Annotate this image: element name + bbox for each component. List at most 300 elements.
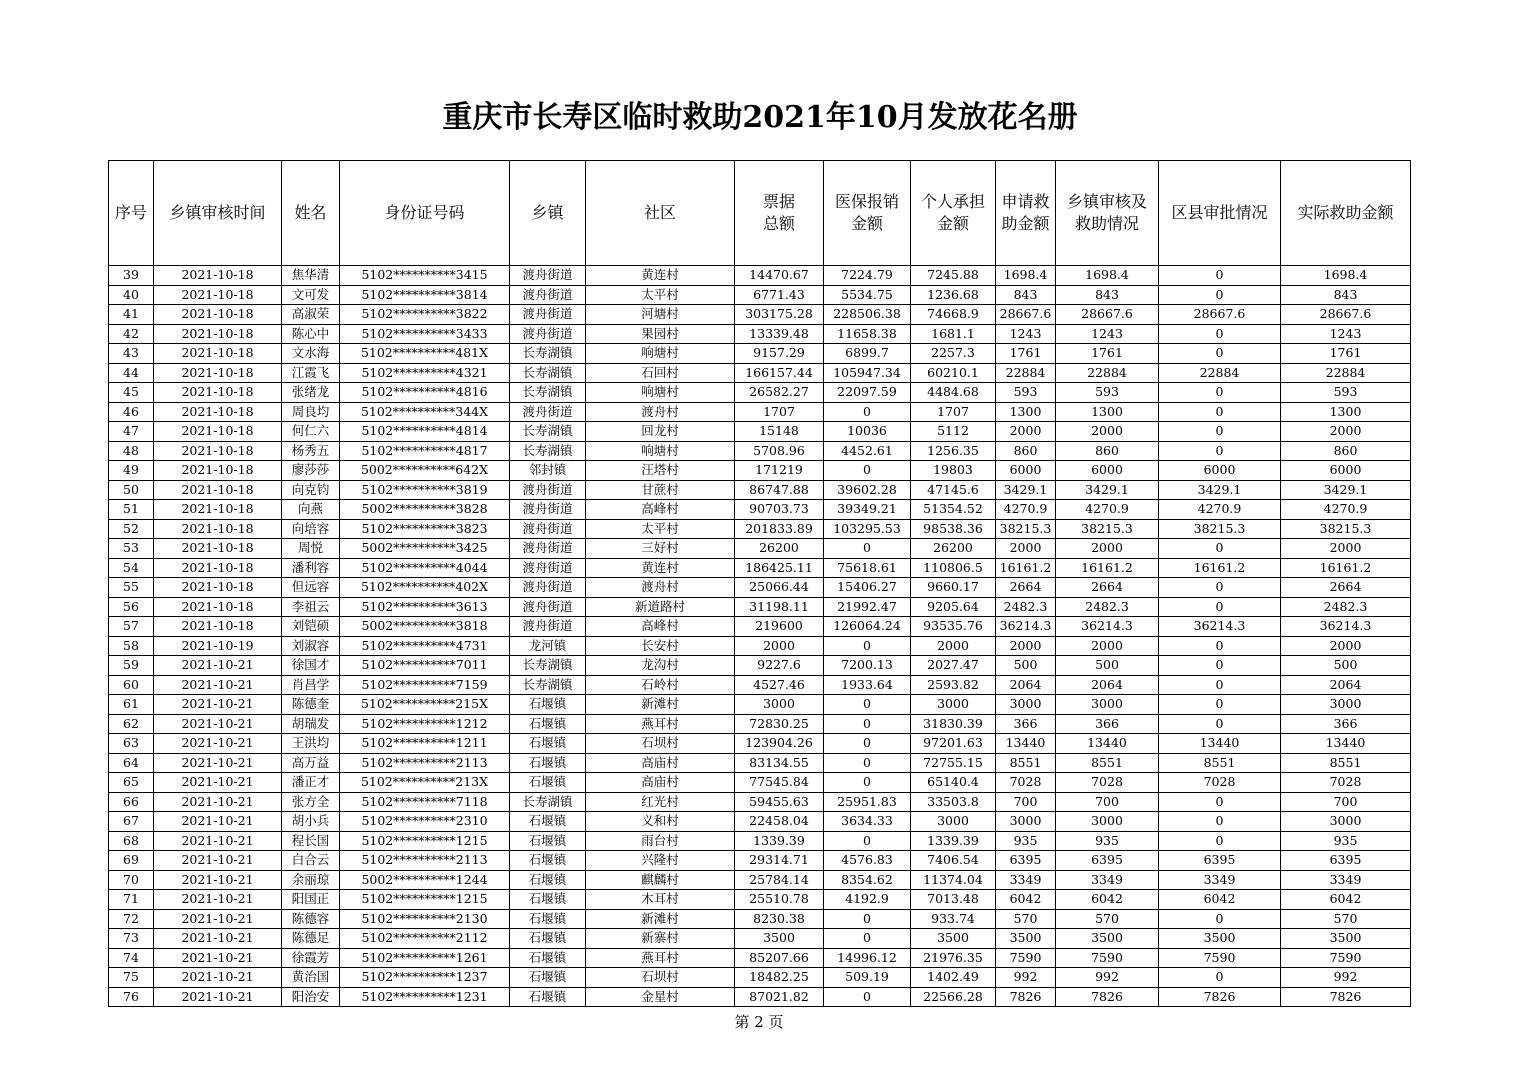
cell-review-date: 2021-10-18 bbox=[154, 324, 282, 344]
cell-insurance-reimbursed: 22097.59 bbox=[824, 383, 911, 403]
cell-district-approval: 16161.2 bbox=[1159, 558, 1281, 578]
cell-actual-amount: 2000 bbox=[1281, 422, 1411, 442]
header-name: 姓名 bbox=[282, 161, 340, 266]
cell-town: 长寿湖镇 bbox=[510, 422, 586, 442]
cell-insurance-reimbursed: 0 bbox=[824, 402, 911, 422]
cell-id-number: 5102**********344X bbox=[340, 402, 510, 422]
cell-actual-amount: 6395 bbox=[1281, 851, 1411, 871]
cell-actual-amount: 1300 bbox=[1281, 402, 1411, 422]
cell-insurance-reimbursed: 7224.79 bbox=[824, 266, 911, 286]
header-actual-amount: 实际救助金额 bbox=[1281, 161, 1411, 266]
cell-seq: 59 bbox=[109, 656, 154, 676]
cell-personal-burden: 60210.1 bbox=[911, 363, 996, 383]
cell-review-date: 2021-10-21 bbox=[154, 851, 282, 871]
cell-personal-burden: 33503.8 bbox=[911, 792, 996, 812]
cell-applied-amount: 2482.3 bbox=[996, 597, 1056, 617]
cell-district-approval: 3349 bbox=[1159, 870, 1281, 890]
table-body bbox=[109, 266, 1411, 1007]
table-row bbox=[109, 753, 1411, 773]
cell-personal-burden: 9660.17 bbox=[911, 578, 996, 598]
table-row bbox=[109, 383, 1411, 403]
cell-town: 渡舟街道 bbox=[510, 402, 586, 422]
cell-applied-amount: 28667.6 bbox=[996, 305, 1056, 325]
cell-id-number: 5102**********1215 bbox=[340, 831, 510, 851]
cell-community: 响塘村 bbox=[586, 344, 735, 364]
cell-seq: 42 bbox=[109, 324, 154, 344]
table-row bbox=[109, 695, 1411, 715]
cell-district-approval: 0 bbox=[1159, 831, 1281, 851]
cell-name: 阳国正 bbox=[282, 890, 340, 910]
cell-seq: 74 bbox=[109, 948, 154, 968]
cell-insurance-reimbursed: 105947.34 bbox=[824, 363, 911, 383]
cell-review-date: 2021-10-18 bbox=[154, 305, 282, 325]
cell-personal-burden: 7013.48 bbox=[911, 890, 996, 910]
cell-applied-amount: 570 bbox=[996, 909, 1056, 929]
cell-applied-amount: 3000 bbox=[996, 812, 1056, 832]
cell-district-approval: 6000 bbox=[1159, 461, 1281, 481]
cell-town-review: 6042 bbox=[1056, 890, 1159, 910]
cell-town: 渡舟街道 bbox=[510, 305, 586, 325]
cell-actual-amount: 593 bbox=[1281, 383, 1411, 403]
cell-town: 石堰镇 bbox=[510, 695, 586, 715]
header-seq: 序号 bbox=[109, 161, 154, 266]
cell-bill-total: 87021.82 bbox=[735, 987, 824, 1007]
cell-community: 麒麟村 bbox=[586, 870, 735, 890]
cell-district-approval: 0 bbox=[1159, 792, 1281, 812]
cell-personal-burden: 21976.35 bbox=[911, 948, 996, 968]
cell-applied-amount: 3429.1 bbox=[996, 480, 1056, 500]
cell-applied-amount: 36214.3 bbox=[996, 617, 1056, 637]
cell-insurance-reimbursed: 75618.61 bbox=[824, 558, 911, 578]
cell-id-number: 5102**********2310 bbox=[340, 812, 510, 832]
cell-name: 程长国 bbox=[282, 831, 340, 851]
cell-actual-amount: 3349 bbox=[1281, 870, 1411, 890]
cell-id-number: 5102**********7011 bbox=[340, 656, 510, 676]
cell-district-approval: 0 bbox=[1159, 285, 1281, 305]
cell-id-number: 5102**********4044 bbox=[340, 558, 510, 578]
cell-applied-amount: 13440 bbox=[996, 734, 1056, 754]
cell-actual-amount: 4270.9 bbox=[1281, 500, 1411, 520]
cell-town: 龙河镇 bbox=[510, 636, 586, 656]
cell-bill-total: 4527.46 bbox=[735, 675, 824, 695]
cell-district-approval: 13440 bbox=[1159, 734, 1281, 754]
table-row bbox=[109, 831, 1411, 851]
cell-community: 新滩村 bbox=[586, 695, 735, 715]
cell-community: 高庙村 bbox=[586, 753, 735, 773]
cell-seq: 57 bbox=[109, 617, 154, 637]
table-row bbox=[109, 734, 1411, 754]
cell-bill-total: 77545.84 bbox=[735, 773, 824, 793]
cell-personal-burden: 65140.4 bbox=[911, 773, 996, 793]
cell-review-date: 2021-10-18 bbox=[154, 285, 282, 305]
cell-town: 长寿湖镇 bbox=[510, 363, 586, 383]
cell-insurance-reimbursed: 25951.83 bbox=[824, 792, 911, 812]
cell-actual-amount: 7590 bbox=[1281, 948, 1411, 968]
cell-name: 李祖云 bbox=[282, 597, 340, 617]
cell-seq: 61 bbox=[109, 695, 154, 715]
table-row bbox=[109, 344, 1411, 364]
table-row bbox=[109, 890, 1411, 910]
cell-review-date: 2021-10-18 bbox=[154, 461, 282, 481]
cell-id-number: 5102**********4816 bbox=[340, 383, 510, 403]
cell-insurance-reimbursed: 1933.64 bbox=[824, 675, 911, 695]
cell-actual-amount: 570 bbox=[1281, 909, 1411, 929]
cell-personal-burden: 2257.3 bbox=[911, 344, 996, 364]
cell-seq: 65 bbox=[109, 773, 154, 793]
cell-seq: 67 bbox=[109, 812, 154, 832]
table-row bbox=[109, 968, 1411, 988]
cell-seq: 43 bbox=[109, 344, 154, 364]
cell-actual-amount: 1243 bbox=[1281, 324, 1411, 344]
cell-review-date: 2021-10-18 bbox=[154, 363, 282, 383]
cell-community: 石回村 bbox=[586, 363, 735, 383]
table-row bbox=[109, 305, 1411, 325]
cell-personal-burden: 26200 bbox=[911, 539, 996, 559]
cell-id-number: 5102**********2113 bbox=[340, 851, 510, 871]
cell-district-approval: 3500 bbox=[1159, 929, 1281, 949]
cell-town-review: 36214.3 bbox=[1056, 617, 1159, 637]
cell-seq: 70 bbox=[109, 870, 154, 890]
cell-community: 汪塔村 bbox=[586, 461, 735, 481]
cell-town-review: 13440 bbox=[1056, 734, 1159, 754]
cell-insurance-reimbursed: 0 bbox=[824, 753, 911, 773]
cell-actual-amount: 3000 bbox=[1281, 695, 1411, 715]
cell-name: 何仁六 bbox=[282, 422, 340, 442]
cell-community: 回龙村 bbox=[586, 422, 735, 442]
cell-town-review: 7826 bbox=[1056, 987, 1159, 1007]
cell-applied-amount: 2664 bbox=[996, 578, 1056, 598]
cell-town: 渡舟街道 bbox=[510, 324, 586, 344]
cell-town-review: 992 bbox=[1056, 968, 1159, 988]
cell-review-date: 2021-10-21 bbox=[154, 831, 282, 851]
cell-bill-total: 85207.66 bbox=[735, 948, 824, 968]
cell-community: 燕耳村 bbox=[586, 948, 735, 968]
cell-name: 廖莎莎 bbox=[282, 461, 340, 481]
cell-insurance-reimbursed: 4192.9 bbox=[824, 890, 911, 910]
cell-actual-amount: 7028 bbox=[1281, 773, 1411, 793]
cell-id-number: 5102**********402X bbox=[340, 578, 510, 598]
cell-bill-total: 9157.29 bbox=[735, 344, 824, 364]
cell-id-number: 5102**********3823 bbox=[340, 519, 510, 539]
cell-bill-total: 1339.39 bbox=[735, 831, 824, 851]
cell-personal-burden: 47145.6 bbox=[911, 480, 996, 500]
cell-review-date: 2021-10-18 bbox=[154, 402, 282, 422]
cell-district-approval: 0 bbox=[1159, 344, 1281, 364]
cell-bill-total: 5708.96 bbox=[735, 441, 824, 461]
cell-applied-amount: 8551 bbox=[996, 753, 1056, 773]
cell-bill-total: 219600 bbox=[735, 617, 824, 637]
header-town-review: 乡镇审核及 救助情况 bbox=[1056, 161, 1159, 266]
cell-actual-amount: 28667.6 bbox=[1281, 305, 1411, 325]
header-personal-burden: 个人承担 金额 bbox=[911, 161, 996, 266]
cell-name: 向燕 bbox=[282, 500, 340, 520]
cell-id-number: 5102**********3822 bbox=[340, 305, 510, 325]
cell-actual-amount: 16161.2 bbox=[1281, 558, 1411, 578]
cell-seq: 40 bbox=[109, 285, 154, 305]
cell-applied-amount: 3500 bbox=[996, 929, 1056, 949]
cell-personal-burden: 51354.52 bbox=[911, 500, 996, 520]
cell-name: 陈德足 bbox=[282, 929, 340, 949]
cell-seq: 47 bbox=[109, 422, 154, 442]
cell-town: 石堰镇 bbox=[510, 812, 586, 832]
cell-insurance-reimbursed: 6899.7 bbox=[824, 344, 911, 364]
cell-personal-burden: 2593.82 bbox=[911, 675, 996, 695]
cell-community: 响塘村 bbox=[586, 441, 735, 461]
cell-town-review: 6395 bbox=[1056, 851, 1159, 871]
cell-id-number: 5102**********1211 bbox=[340, 734, 510, 754]
cell-id-number: 5102**********1212 bbox=[340, 714, 510, 734]
cell-town-review: 2000 bbox=[1056, 422, 1159, 442]
table-row bbox=[109, 773, 1411, 793]
cell-review-date: 2021-10-21 bbox=[154, 909, 282, 929]
cell-actual-amount: 8551 bbox=[1281, 753, 1411, 773]
cell-applied-amount: 700 bbox=[996, 792, 1056, 812]
cell-actual-amount: 13440 bbox=[1281, 734, 1411, 754]
table-row bbox=[109, 539, 1411, 559]
cell-town-review: 6000 bbox=[1056, 461, 1159, 481]
cell-actual-amount: 22884 bbox=[1281, 363, 1411, 383]
cell-applied-amount: 6395 bbox=[996, 851, 1056, 871]
cell-review-date: 2021-10-18 bbox=[154, 383, 282, 403]
cell-bill-total: 25784.14 bbox=[735, 870, 824, 890]
cell-seq: 72 bbox=[109, 909, 154, 929]
cell-actual-amount: 2482.3 bbox=[1281, 597, 1411, 617]
cell-insurance-reimbursed: 0 bbox=[824, 539, 911, 559]
cell-district-approval: 0 bbox=[1159, 968, 1281, 988]
cell-actual-amount: 700 bbox=[1281, 792, 1411, 812]
cell-review-date: 2021-10-21 bbox=[154, 987, 282, 1007]
cell-insurance-reimbursed: 4576.83 bbox=[824, 851, 911, 871]
cell-seq: 50 bbox=[109, 480, 154, 500]
cell-district-approval: 0 bbox=[1159, 266, 1281, 286]
cell-town-review: 843 bbox=[1056, 285, 1159, 305]
cell-town-review: 3429.1 bbox=[1056, 480, 1159, 500]
cell-actual-amount: 500 bbox=[1281, 656, 1411, 676]
cell-bill-total: 22458.04 bbox=[735, 812, 824, 832]
cell-review-date: 2021-10-18 bbox=[154, 500, 282, 520]
cell-town: 渡舟街道 bbox=[510, 285, 586, 305]
cell-town: 石堰镇 bbox=[510, 890, 586, 910]
cell-community: 太平村 bbox=[586, 519, 735, 539]
cell-town-review: 570 bbox=[1056, 909, 1159, 929]
cell-name: 徐国才 bbox=[282, 656, 340, 676]
cell-community: 红光村 bbox=[586, 792, 735, 812]
cell-town: 渡舟街道 bbox=[510, 539, 586, 559]
cell-review-date: 2021-10-19 bbox=[154, 636, 282, 656]
cell-review-date: 2021-10-21 bbox=[154, 968, 282, 988]
cell-insurance-reimbursed: 126064.24 bbox=[824, 617, 911, 637]
cell-seq: 52 bbox=[109, 519, 154, 539]
cell-town-review: 22884 bbox=[1056, 363, 1159, 383]
cell-id-number: 5102**********1231 bbox=[340, 987, 510, 1007]
cell-town: 渡舟街道 bbox=[510, 519, 586, 539]
cell-review-date: 2021-10-18 bbox=[154, 539, 282, 559]
cell-id-number: 5102**********481X bbox=[340, 344, 510, 364]
cell-district-approval: 28667.6 bbox=[1159, 305, 1281, 325]
cell-personal-burden: 3500 bbox=[911, 929, 996, 949]
cell-personal-burden: 1339.39 bbox=[911, 831, 996, 851]
cell-personal-burden: 98538.36 bbox=[911, 519, 996, 539]
cell-insurance-reimbursed: 0 bbox=[824, 987, 911, 1007]
cell-id-number: 5102**********1237 bbox=[340, 968, 510, 988]
table-row bbox=[109, 266, 1411, 286]
document-title: 重庆市长寿区临时救助2021年10月发放花名册 bbox=[442, 100, 1078, 135]
cell-personal-burden: 110806.5 bbox=[911, 558, 996, 578]
cell-insurance-reimbursed: 21992.47 bbox=[824, 597, 911, 617]
cell-town: 石堰镇 bbox=[510, 831, 586, 851]
cell-town-review: 2664 bbox=[1056, 578, 1159, 598]
cell-town-review: 500 bbox=[1056, 656, 1159, 676]
table-row bbox=[109, 870, 1411, 890]
cell-town: 渡舟街道 bbox=[510, 617, 586, 637]
header-id-number: 身份证号码 bbox=[340, 161, 510, 266]
cell-actual-amount: 2664 bbox=[1281, 578, 1411, 598]
cell-community: 甘蔗村 bbox=[586, 480, 735, 500]
cell-applied-amount: 3000 bbox=[996, 695, 1056, 715]
cell-review-date: 2021-10-21 bbox=[154, 948, 282, 968]
cell-id-number: 5102**********4814 bbox=[340, 422, 510, 442]
page-number: 第 2 页 bbox=[734, 1013, 784, 1031]
cell-personal-burden: 2027.47 bbox=[911, 656, 996, 676]
cell-id-number: 5102**********2130 bbox=[340, 909, 510, 929]
cell-seq: 71 bbox=[109, 890, 154, 910]
cell-community: 新滩村 bbox=[586, 909, 735, 929]
cell-review-date: 2021-10-21 bbox=[154, 753, 282, 773]
cell-review-date: 2021-10-21 bbox=[154, 773, 282, 793]
cell-district-approval: 0 bbox=[1159, 383, 1281, 403]
header-insurance-reimbursed: 医保报销 金额 bbox=[824, 161, 911, 266]
cell-insurance-reimbursed: 11658.38 bbox=[824, 324, 911, 344]
cell-name: 文可发 bbox=[282, 285, 340, 305]
cell-seq: 76 bbox=[109, 987, 154, 1007]
cell-id-number: 5102**********7118 bbox=[340, 792, 510, 812]
cell-bill-total: 3500 bbox=[735, 929, 824, 949]
cell-bill-total: 25510.78 bbox=[735, 890, 824, 910]
cell-applied-amount: 2000 bbox=[996, 636, 1056, 656]
cell-personal-burden: 2000 bbox=[911, 636, 996, 656]
cell-applied-amount: 992 bbox=[996, 968, 1056, 988]
cell-id-number: 5002**********642X bbox=[340, 461, 510, 481]
cell-community: 渡舟村 bbox=[586, 402, 735, 422]
cell-district-approval: 7826 bbox=[1159, 987, 1281, 1007]
table-row bbox=[109, 714, 1411, 734]
cell-personal-burden: 11374.04 bbox=[911, 870, 996, 890]
cell-district-approval: 0 bbox=[1159, 636, 1281, 656]
cell-applied-amount: 593 bbox=[996, 383, 1056, 403]
cell-id-number: 5102**********7159 bbox=[340, 675, 510, 695]
table-row bbox=[109, 480, 1411, 500]
cell-bill-total: 166157.44 bbox=[735, 363, 824, 383]
table-row bbox=[109, 519, 1411, 539]
cell-town: 石堰镇 bbox=[510, 753, 586, 773]
cell-insurance-reimbursed: 103295.53 bbox=[824, 519, 911, 539]
cell-district-approval: 0 bbox=[1159, 909, 1281, 929]
table-row bbox=[109, 500, 1411, 520]
cell-review-date: 2021-10-18 bbox=[154, 422, 282, 442]
cell-town-review: 366 bbox=[1056, 714, 1159, 734]
cell-district-approval: 0 bbox=[1159, 714, 1281, 734]
cell-applied-amount: 843 bbox=[996, 285, 1056, 305]
cell-community: 燕耳村 bbox=[586, 714, 735, 734]
cell-town: 渡舟街道 bbox=[510, 480, 586, 500]
cell-review-date: 2021-10-21 bbox=[154, 734, 282, 754]
cell-actual-amount: 3429.1 bbox=[1281, 480, 1411, 500]
cell-community: 黄连村 bbox=[586, 266, 735, 286]
cell-id-number: 5102**********4817 bbox=[340, 441, 510, 461]
cell-district-approval: 0 bbox=[1159, 402, 1281, 422]
table-row bbox=[109, 558, 1411, 578]
cell-bill-total: 303175.28 bbox=[735, 305, 824, 325]
cell-id-number: 5002**********3818 bbox=[340, 617, 510, 637]
cell-bill-total: 13339.48 bbox=[735, 324, 824, 344]
cell-district-approval: 0 bbox=[1159, 675, 1281, 695]
cell-applied-amount: 7590 bbox=[996, 948, 1056, 968]
cell-town-review: 3500 bbox=[1056, 929, 1159, 949]
cell-town-review: 1243 bbox=[1056, 324, 1159, 344]
cell-town: 石堰镇 bbox=[510, 773, 586, 793]
cell-town: 石堰镇 bbox=[510, 948, 586, 968]
cell-community: 兴隆村 bbox=[586, 851, 735, 871]
cell-insurance-reimbursed: 7200.13 bbox=[824, 656, 911, 676]
cell-review-date: 2021-10-21 bbox=[154, 792, 282, 812]
table-row bbox=[109, 851, 1411, 871]
cell-district-approval: 38215.3 bbox=[1159, 519, 1281, 539]
cell-community: 木耳村 bbox=[586, 890, 735, 910]
cell-bill-total: 26200 bbox=[735, 539, 824, 559]
cell-bill-total: 14470.67 bbox=[735, 266, 824, 286]
cell-town: 渡舟街道 bbox=[510, 578, 586, 598]
cell-review-date: 2021-10-18 bbox=[154, 441, 282, 461]
cell-name: 江霞飞 bbox=[282, 363, 340, 383]
cell-name: 胡瑞发 bbox=[282, 714, 340, 734]
cell-community: 高峰村 bbox=[586, 617, 735, 637]
cell-district-approval: 22884 bbox=[1159, 363, 1281, 383]
cell-town-review: 700 bbox=[1056, 792, 1159, 812]
cell-town: 渡舟街道 bbox=[510, 500, 586, 520]
cell-town-review: 7028 bbox=[1056, 773, 1159, 793]
cell-town-review: 935 bbox=[1056, 831, 1159, 851]
cell-personal-burden: 93535.76 bbox=[911, 617, 996, 637]
cell-insurance-reimbursed: 10036 bbox=[824, 422, 911, 442]
cell-applied-amount: 7028 bbox=[996, 773, 1056, 793]
cell-town-review: 3000 bbox=[1056, 695, 1159, 715]
cell-town: 石堰镇 bbox=[510, 929, 586, 949]
cell-id-number: 5102**********3814 bbox=[340, 285, 510, 305]
cell-seq: 56 bbox=[109, 597, 154, 617]
cell-seq: 46 bbox=[109, 402, 154, 422]
cell-name: 徐霞芳 bbox=[282, 948, 340, 968]
cell-name: 王洪均 bbox=[282, 734, 340, 754]
cell-community: 新道路村 bbox=[586, 597, 735, 617]
cell-bill-total: 8230.38 bbox=[735, 909, 824, 929]
cell-id-number: 5102**********3819 bbox=[340, 480, 510, 500]
cell-bill-total: 9227.6 bbox=[735, 656, 824, 676]
cell-id-number: 5002**********3828 bbox=[340, 500, 510, 520]
cell-seq: 73 bbox=[109, 929, 154, 949]
cell-personal-burden: 31830.39 bbox=[911, 714, 996, 734]
cell-name: 陈德容 bbox=[282, 909, 340, 929]
cell-insurance-reimbursed: 0 bbox=[824, 773, 911, 793]
cell-actual-amount: 3500 bbox=[1281, 929, 1411, 949]
cell-bill-total: 83134.55 bbox=[735, 753, 824, 773]
table-row bbox=[109, 324, 1411, 344]
cell-community: 响塘村 bbox=[586, 383, 735, 403]
cell-town: 渡舟街道 bbox=[510, 558, 586, 578]
cell-district-approval: 8551 bbox=[1159, 753, 1281, 773]
cell-district-approval: 36214.3 bbox=[1159, 617, 1281, 637]
cell-district-approval: 0 bbox=[1159, 656, 1281, 676]
cell-personal-burden: 19803 bbox=[911, 461, 996, 481]
